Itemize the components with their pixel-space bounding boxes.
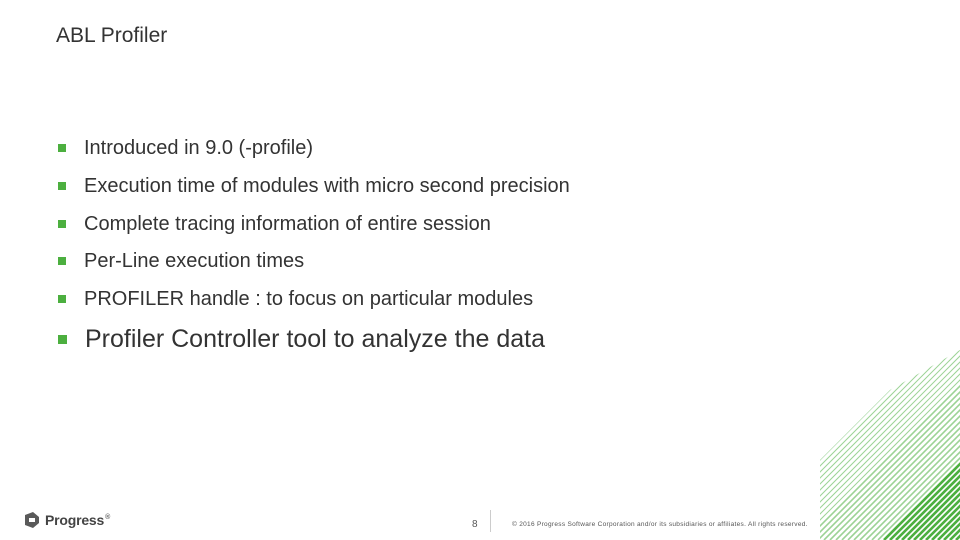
progress-logo-icon [24, 512, 40, 528]
bullet-icon [58, 182, 66, 190]
footer-divider [490, 510, 491, 532]
bullet-text: PROFILER handle : to focus on particular modules [84, 288, 534, 310]
bullet-text: Profiler Controller tool to analyze the data [85, 325, 545, 353]
bullet-text: Complete tracing information of entire session [84, 213, 491, 235]
bullet-icon [58, 257, 66, 265]
bullet-icon [58, 295, 66, 303]
diagonal-stripes-decoration [820, 350, 960, 540]
bullet-item [58, 251, 304, 271]
decoration-stripe [820, 350, 822, 540]
page-number: 8 [472, 519, 478, 530]
decoration-stripe [820, 350, 888, 540]
decoration-stripe [820, 350, 882, 540]
slide-title: ABL Profiler [56, 24, 168, 47]
progress-logo [24, 512, 110, 528]
decoration-stripe [944, 350, 960, 540]
bullet-icon [58, 335, 67, 344]
decoration-stripe [820, 350, 870, 540]
decoration-stripe [820, 350, 828, 540]
bullet-icon [58, 220, 66, 228]
bullet-item [58, 176, 570, 196]
bullet-item [58, 214, 491, 234]
logo-text: Progress® [45, 512, 111, 528]
decoration-stripe [824, 350, 960, 540]
bullet-text: Introduced in 9.0 (-profile) [84, 137, 314, 159]
bullet-item [58, 327, 545, 352]
copyright-text: © 2016 Progress Software Corporation and/or its subsidiaries or affiliates. All rights reserved. [512, 521, 808, 528]
bullet-item [58, 138, 313, 158]
decoration-stripe [860, 350, 960, 540]
decoration-stripe [820, 350, 846, 540]
bullet-item [58, 289, 533, 309]
decoration-stripe [908, 350, 960, 540]
bullet-text: Per-Line execution times [84, 250, 305, 272]
decoration-stripe [820, 350, 906, 540]
bullet-text: Execution time of modules with micro second precision [84, 175, 570, 197]
bullet-icon [58, 144, 66, 152]
